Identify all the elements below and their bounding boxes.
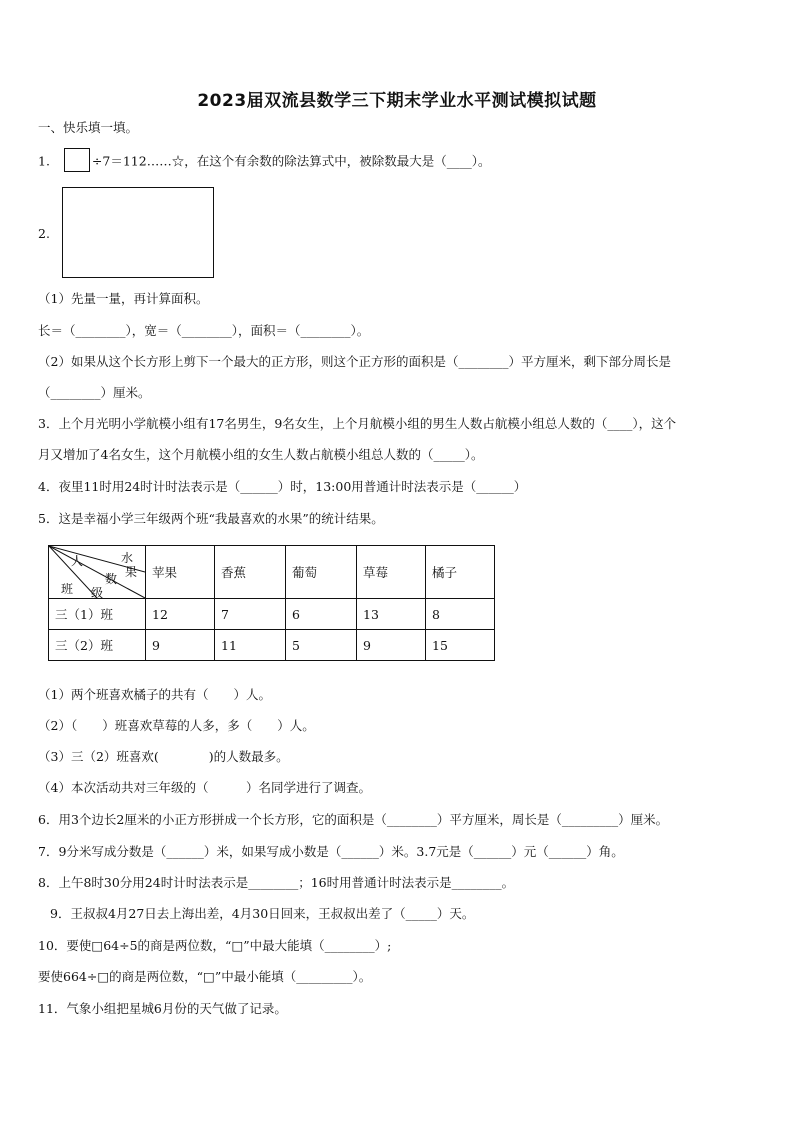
question-1 <box>38 150 490 174</box>
table-row <box>49 630 495 661</box>
question-5-sub-1: （1）两个班喜欢橘子的共有（ ）人。 <box>38 687 271 702</box>
table-cell: 9 <box>357 630 426 661</box>
table-cell: 12 <box>146 599 215 630</box>
diag-label-ban: 班 <box>61 582 74 596</box>
question-6: 6．用3个边长2厘米的小正方形拼成一个长方形，它的面积是（________）平方厘米，周长是（_________）厘米。 <box>38 812 669 827</box>
question-11: 11．气象小组把星城6月份的天气做了记录。 <box>38 1001 287 1016</box>
section-heading: 一、快乐填一填。 <box>38 120 139 135</box>
diag-label-ren: 人 <box>71 554 84 568</box>
header-apple: 苹果 <box>146 546 215 599</box>
question-2-number: 2. <box>38 226 50 241</box>
diag-label-shui: 水 <box>121 551 134 565</box>
question-5-sub-3: （3）三（2）班喜欢( )的人数最多。 <box>38 749 289 764</box>
diagonal-header-cell <box>49 546 146 599</box>
question-9: 9．王叔叔4月27日去上海出差，4月30日回来，王叔叔出差了（_____）天。 <box>50 906 475 921</box>
blank-box <box>64 148 90 172</box>
page-title: 2023届双流县数学三下期末学业水平测试模拟试题 <box>197 91 597 111</box>
fruit-statistics-table <box>48 545 495 661</box>
rectangle-figure <box>62 187 214 278</box>
header-strawberry: 草莓 <box>357 546 426 599</box>
table-cell: 6 <box>286 599 357 630</box>
row-label: 三（2）班 <box>49 630 146 661</box>
table-cell: 15 <box>426 630 495 661</box>
question-8: 8．上午8时30分用24时计时法表示是________；16时用普通计时法表示是________。 <box>38 875 515 890</box>
question-10-line-2: 要使664÷□的商是两位数，“□”中最小能填（_________）。 <box>38 969 372 984</box>
question-10-line-1: 10．要使□64÷5的商是两位数，“□”中最大能填（________）; <box>38 938 392 953</box>
question-1-text: ÷7＝112……☆，在这个有余数的除法算式中，被除数最大是（____）。 <box>91 153 491 169</box>
question-2-part-2-cont: （________）厘米。 <box>38 385 151 400</box>
header-orange: 橘子 <box>426 546 495 599</box>
table-header-row <box>49 546 495 599</box>
question-number: 1. <box>38 153 50 169</box>
question-3-line-2: 月又增加了4名女生，这个月航模小组的女生人数占航模小组总人数的（_____）。 <box>38 447 484 462</box>
diag-label-guo: 果 <box>125 565 138 579</box>
question-5-sub-2: （2）（ ）班喜欢草莓的人多，多（ ）人。 <box>38 718 315 733</box>
table-cell: 7 <box>215 599 286 630</box>
header-banana: 香蕉 <box>215 546 286 599</box>
question-5-sub-4: （4）本次活动共对三年级的（ ）名同学进行了调查。 <box>38 780 371 795</box>
table-cell: 11 <box>215 630 286 661</box>
question-3-line-1: 3．上个月光明小学航模小组有17名男生，9名女生，上个月航模小组的男生人数占航模小组总人数的（____），这个 <box>38 416 677 431</box>
table-cell: 5 <box>286 630 357 661</box>
table-cell: 8 <box>426 599 495 630</box>
question-4: 4．夜里11时用24时计时法表示是（______）时，13:00用普通计时法表示是（______） <box>38 479 527 494</box>
diag-label-ji: 级 <box>91 586 104 600</box>
question-7: 7．9分米写成分数是（______）米，如果写成小数是（______）米。3.7元是（______）元（______）角。 <box>38 844 624 859</box>
row-label: 三（1）班 <box>49 599 146 630</box>
question-2-part-2: （2）如果从这个长方形上剪下一个最大的正方形，则这个正方形的面积是（________）平方厘米，剩下部分周长是 <box>38 354 671 369</box>
table-cell: 9 <box>146 630 215 661</box>
diag-label-shu: 数 <box>105 572 118 586</box>
question-2-part-1-answers: 长＝（________），宽＝（________），面积＝（________）。 <box>38 323 370 338</box>
question-2-part-1: （1）先量一量，再计算面积。 <box>38 291 209 306</box>
table-cell: 13 <box>357 599 426 630</box>
table-row <box>49 599 495 630</box>
header-grape: 葡萄 <box>286 546 357 599</box>
question-5: 5．这是幸福小学三年级两个班“我最喜欢的水果”的统计结果。 <box>38 511 384 526</box>
